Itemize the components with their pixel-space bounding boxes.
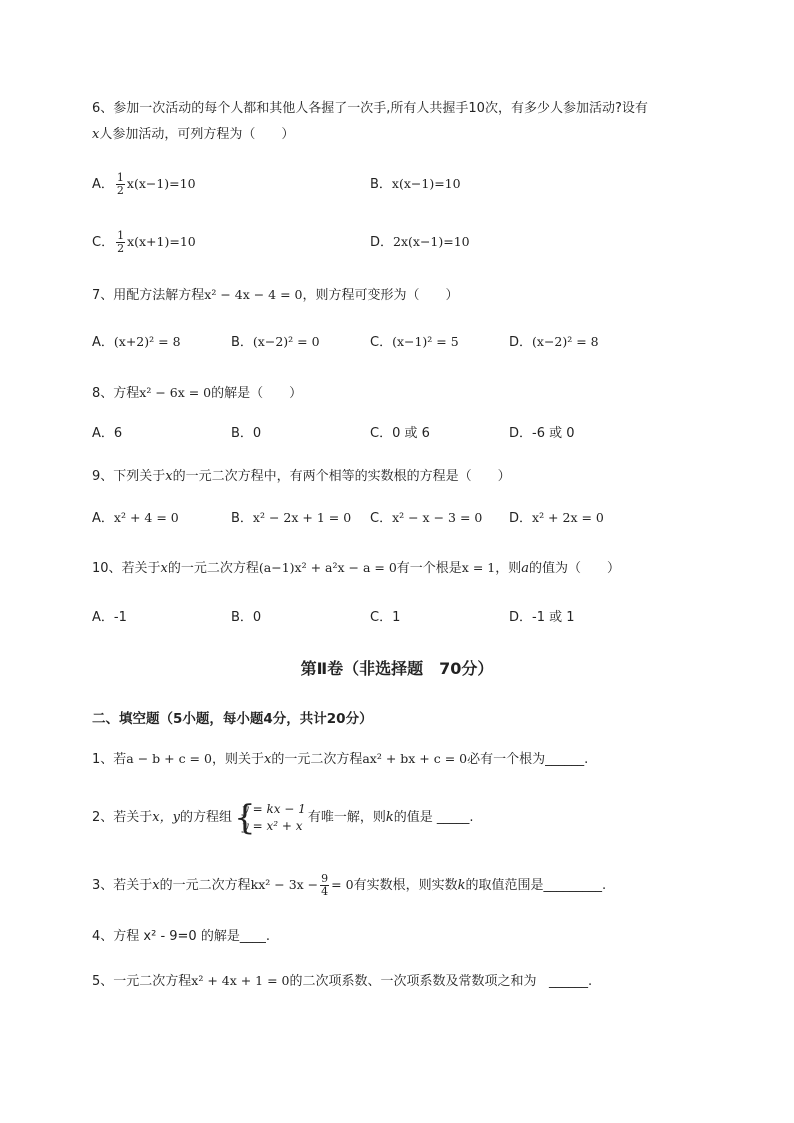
- question-10: 10、若关于x的一元二次方程(a−1)x² + a²x − a = 0有一个根是x = 1，则a的值为（ ）: [92, 560, 621, 576]
- q6-c-fraction: $\frac{1}{2}$: [117, 229, 125, 255]
- q6-option-c[interactable]: C． $\frac{1}{2}$ x(x+1)=10: [92, 229, 196, 255]
- q7-option-b[interactable]: B．(x−2)² = 0: [231, 334, 320, 350]
- q8-equation: x² − 6x = 0: [139, 385, 212, 400]
- fill-question-5: 5、一元二次方程x² + 4x + 1 = 0的二次项系数、一次项系数及常数项之和为 ______.: [92, 973, 593, 989]
- question-6: [92, 96, 752, 148]
- equation-system: { y = kx − 1 y = x² + x: [233, 797, 306, 838]
- q8-option-a[interactable]: A．6: [92, 426, 123, 441]
- q7-equation: x² − 4x − 4 = 0: [204, 287, 303, 302]
- q8-option-c[interactable]: C．0 或 6: [370, 426, 430, 441]
- question-9: 9、下列关于x的一元二次方程中，有两个相等的实数根的方程是（ ）: [92, 469, 511, 484]
- fill-question-4: 4、方程 x² - 9=0 的解是____.: [92, 929, 270, 944]
- q10-option-a[interactable]: A．-1: [92, 610, 127, 625]
- q9-option-a[interactable]: A．x² + 4 = 0: [92, 510, 179, 526]
- q10-option-d[interactable]: D．-1 或 1: [509, 610, 575, 625]
- q6-text-2: 人参加活动，可列方程为（ ）: [99, 127, 295, 142]
- fill-3-fraction: $\frac{9}{4}$: [321, 872, 329, 898]
- q10-equation: (a−1)x² + a²x − a = 0: [258, 560, 397, 575]
- fill-4-blank[interactable]: ____.: [239, 929, 270, 944]
- q9-option-c[interactable]: C．x² − x − 3 = 0: [370, 510, 483, 526]
- fill-blank-heading: 二、填空题（5小题，每小题4分，共计20分）: [92, 711, 373, 727]
- question-7: 7、用配方法解方程x² − 4x − 4 = 0，则方程可变形为（ ）: [92, 287, 459, 303]
- q9-option-d[interactable]: D．x² + 2x = 0: [509, 510, 604, 526]
- part-2-title: 第Ⅱ卷（非选择题 70分）: [300, 659, 494, 678]
- q6-option-b[interactable]: B．x(x−1)=10: [370, 176, 461, 192]
- fill-1-blank[interactable]: ______.: [545, 752, 589, 767]
- q9-option-b[interactable]: B．x² − 2x + 1 = 0: [231, 510, 352, 526]
- brace-icon: {: [233, 797, 256, 838]
- q7-option-d[interactable]: D．(x−2)² = 8: [509, 334, 599, 350]
- q10-option-b[interactable]: B．0: [231, 610, 262, 625]
- q7-option-c[interactable]: C．(x−1)² = 5: [370, 334, 459, 350]
- fill-2-blank[interactable]: _____.: [436, 810, 474, 825]
- fill-question-3: 3、若关于x的一元二次方程kx² − 3x − $\frac{9}{4}$ = 0有实数根，则实数k的取值范围是_________.: [92, 872, 607, 898]
- fill-question-1: 1、若a − b + c = 0，则关于x的一元二次方程ax² + bx + c = 0必有一个根为______.: [92, 751, 589, 767]
- fill-5-blank[interactable]: ______.: [548, 974, 593, 989]
- question-8: 8、方程x² − 6x = 0的解是（ ）: [92, 385, 303, 401]
- fill-3-blank[interactable]: _________.: [543, 878, 607, 893]
- q6-var: x: [92, 127, 100, 142]
- fill-question-2: 2、若关于x，y的方程组 { y = kx − 1 y = x² + x 有唯一解，则k的值是 _____.: [92, 797, 474, 838]
- q6-text-1: 6、参加一次活动的每个人都和其他人各握了一次手,所有人共握手10次，有多少人参加活动?设有: [92, 101, 648, 116]
- q10-option-c[interactable]: C．1: [370, 610, 401, 625]
- q7-option-a[interactable]: A．(x+2)² = 8: [92, 334, 181, 350]
- q8-option-b[interactable]: B．0: [231, 426, 262, 441]
- q6-a-fraction: $\frac{1}{2}$: [116, 171, 124, 197]
- q6-option-a[interactable]: A． $\frac{1}{2}$ x(x−1)=10: [92, 171, 196, 197]
- q8-option-d[interactable]: D．-6 或 0: [509, 426, 575, 441]
- q6-option-d[interactable]: D．2x(x−1)=10: [370, 234, 470, 250]
